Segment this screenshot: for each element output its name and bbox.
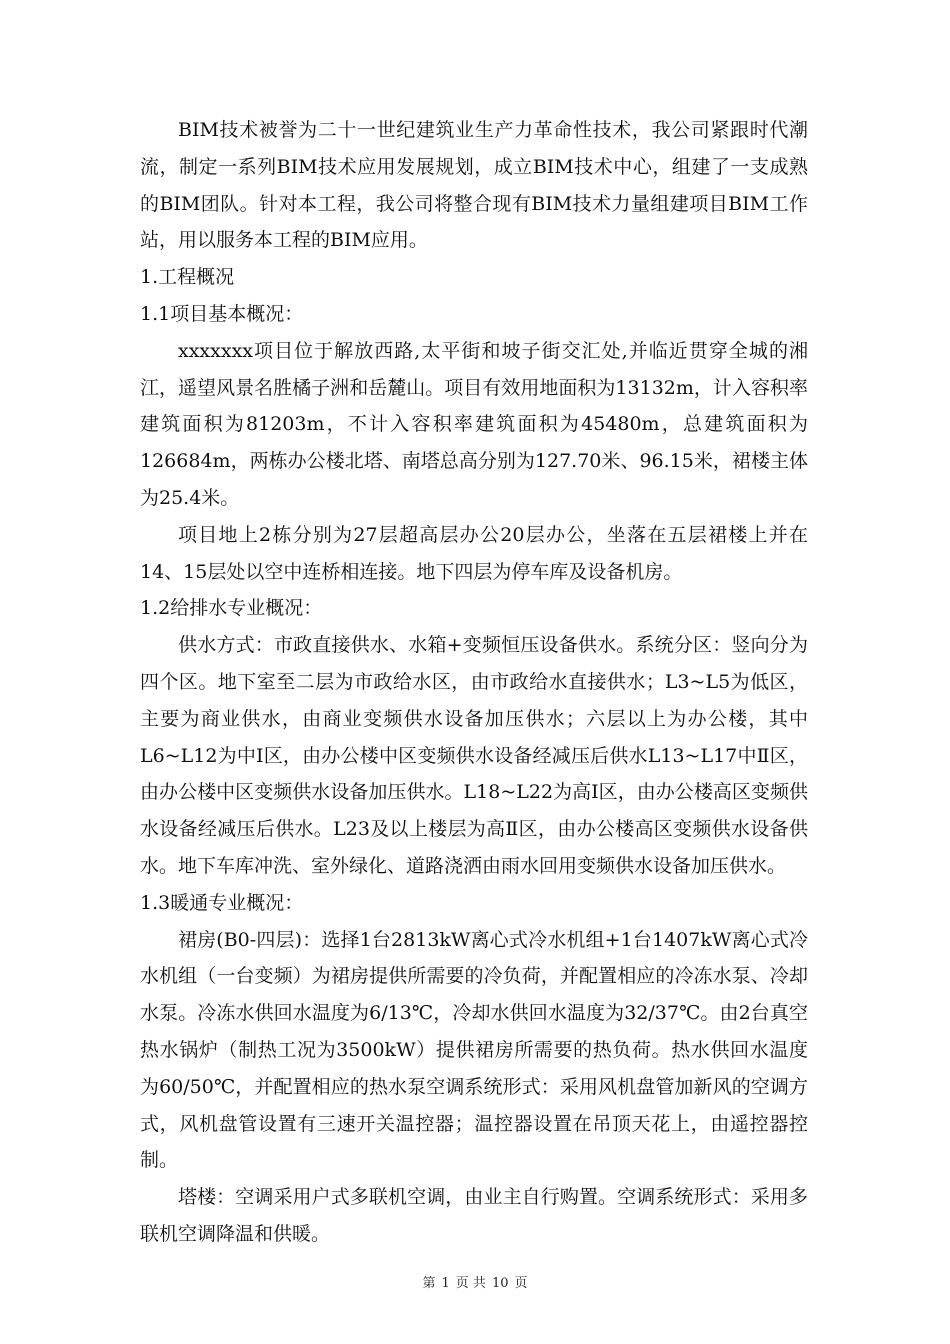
footer-suffix: 页 bbox=[514, 1276, 528, 1291]
hvac-podium-paragraph: 裙房(B0-四层)：选择1台2813kW离心式冷水机组+1台1407kW离心式冷水机组（一台变频）为裙房提供所需要的冷负荷，并配置相应的冷冻水泵、冷却水泵。冷冻水供回水温度为6/13℃，冷却水供回水温度为32/37℃。由2台真空热水锅炉（制热工况为3500kW）提供裙房所需要的热负荷。热水供回水温度为60/50℃，并配置相应的热水泵空调系统形式：采用风机盘管加新风的空调方式，风机盘管设置有三速开关温控器；温控器设置在吊顶天花上，由遥控器控制。 bbox=[140, 928, 808, 1172]
subsection-heading-basic-overview: 1.1项目基本概况： bbox=[140, 302, 304, 325]
intro-paragraph: BIM技术被誉为二十一世纪建筑业生产力革命性技术，我公司紧跟时代潮流，制定一系列BIM技术应用发展规划，成立BIM技术中心，组建了一支成熟的BIM团队。针对本工程，我公司将整合现有BIM技术力量组建项目BIM工作站，用以服务本工程的BIM应用。 bbox=[140, 119, 808, 252]
hvac-tower-paragraph: 塔楼：空调采用户式多联机空调，由业主自行购置。空调系统形式：采用多联机空调降温和供暖。 bbox=[140, 1186, 808, 1245]
section-heading-project-overview: 1.工程概况 bbox=[140, 266, 235, 289]
project-location-paragraph: xxxxxxx项目位于解放西路,太平街和坡子街交汇处,并临近贯穿全城的湘江，遥望风景名胜橘子洲和岳麓山。项目有效用地面积为13132m，计入容积率建筑面积为81203m，不计入容积率建筑面积为45480m，总建筑面积为126684m，两栋办公楼北塔、南塔总高分别为127.70米、96.15米，裙楼主体为25.4米。 bbox=[140, 339, 808, 509]
total-pages: 10 bbox=[491, 1276, 509, 1291]
subsection-heading-plumbing: 1.2给排水专业概况： bbox=[140, 597, 323, 620]
buildings-paragraph: 项目地上2栋分别为27层超高层办公20层办公，坐落在五层裙楼上并在14、15层处以空中连桥相连接。地下四层为停车库及设备机房。 bbox=[140, 523, 808, 583]
footer-middle: 页 共 bbox=[455, 1276, 486, 1291]
water-supply-paragraph: 供水方式：市政直接供水、水箱+变频恒压设备供水。系统分区：竖向分为四个区。地下室至二层为市政给水区，由市政给水直接供水；L3~L5为低区，主要为商业供水，由商业变频供水设备加压供水；六层以上为办公楼，其中L6~L12为中Ⅰ区，由办公楼中区变频供水设备经减压后供水L13~L17中Ⅱ区，由办公楼中区变频供水设备加压供水。L18~L22为高Ⅰ区，由办公楼高区变频供水设备经减压后供水。L23及以上楼层为高Ⅱ区，由办公楼高区变频供水设备供水。地下车库冲洗、室外绿化、道路浇洒由雨水回用变频供水设备加压供水。 bbox=[140, 634, 808, 877]
page-footer bbox=[0, 1276, 950, 1292]
footer-prefix: 第 bbox=[422, 1276, 436, 1291]
subsection-heading-hvac: 1.3暖通专业概况： bbox=[140, 891, 304, 914]
document-body bbox=[140, 112, 808, 1253]
page-number: 1 bbox=[441, 1276, 450, 1291]
